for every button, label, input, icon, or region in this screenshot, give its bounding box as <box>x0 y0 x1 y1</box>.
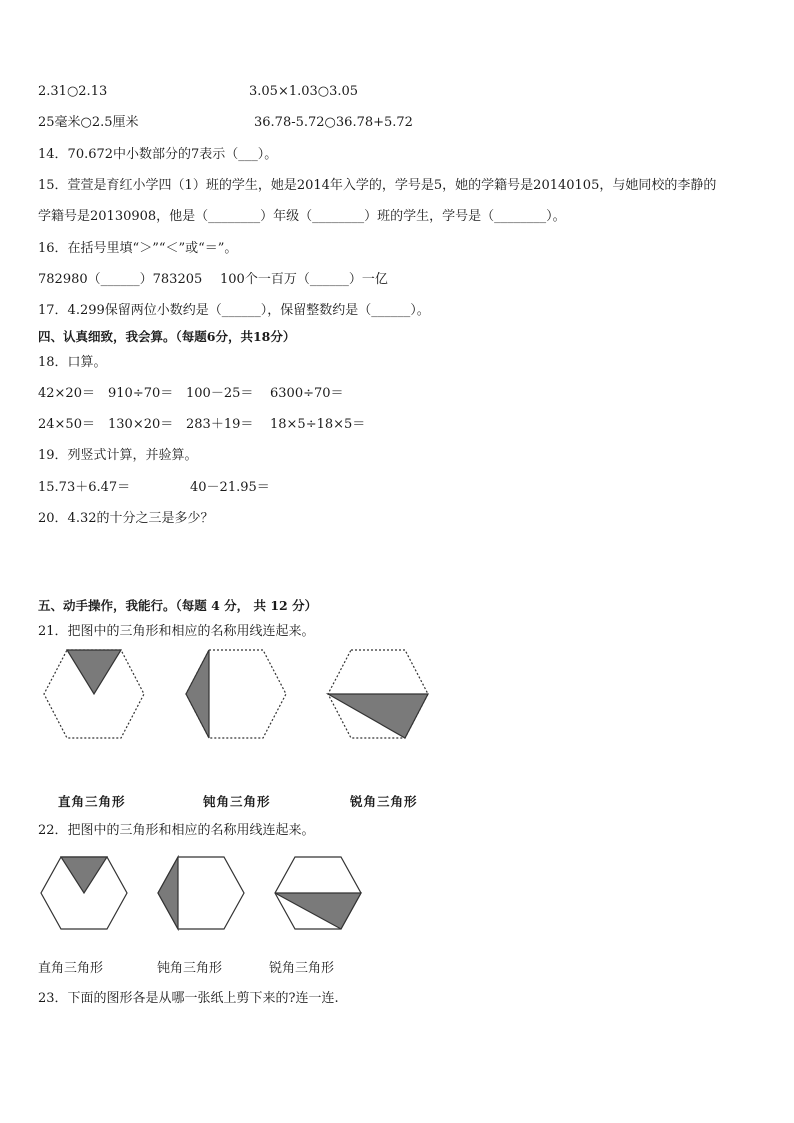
caption-acute-triangle: 锐角三角形 <box>350 794 418 809</box>
hexagon-figure-4 <box>38 855 130 931</box>
question-20: 20．4.32的十分之三是多少？ <box>38 511 214 526</box>
section-4-heading: 四、认真细致，我会算。（每题6分，共18分） <box>38 329 296 344</box>
calc-item: 6300÷70＝ <box>270 386 344 401</box>
calc-item: 100－25＝ <box>186 386 254 401</box>
hexagon-figure-1 <box>40 648 148 740</box>
question-23: 23．下面的图形各是从哪一张纸上剪下来的?连一连. <box>38 991 339 1006</box>
question-22: 22．把图中的三角形和相应的名称用线连起来。 <box>38 823 315 838</box>
calc-item: 910÷70＝ <box>108 386 174 401</box>
calc-item: 24×50＝ <box>38 417 95 432</box>
compare-item: 25毫米○2.5厘米 <box>38 115 139 130</box>
question-21: 21．把图中的三角形和相应的名称用线连起来。 <box>38 624 315 639</box>
calc-item: 283＋19＝ <box>186 417 254 432</box>
hexagon-figure-3 <box>324 648 432 740</box>
question-14: 14．70.672中小数部分的7表示（___）。 <box>38 147 278 162</box>
caption-obtuse-triangle: 钝角三角形 <box>203 794 271 809</box>
hexagon-figure-5 <box>155 855 247 931</box>
hexagon-figure-2 <box>182 648 290 740</box>
question-15-line2: 学籍号是20130908，他是（________）年级（________）班的学生，学号是（________）。 <box>38 209 566 224</box>
question-18: 18．口算。 <box>38 355 107 370</box>
calc-item: 18×5÷18×5＝ <box>270 417 366 432</box>
caption-obtuse-triangle: 钝角三角形 <box>157 961 223 976</box>
question-16-item: 782980（______）783205 <box>38 272 203 287</box>
calc-item: 42×20＝ <box>38 386 95 401</box>
calc-item: 130×20＝ <box>108 417 174 432</box>
compare-item: 3.05×1.03○3.05 <box>249 84 359 99</box>
caption-right-triangle: 直角三角形 <box>58 794 126 809</box>
compare-item: 36.78-5.72○36.78+5.72 <box>254 115 413 130</box>
section-5-heading: 五、动手操作，我能行。（每题 4 分， 共 12 分） <box>38 598 318 613</box>
calc-item: 40－21.95＝ <box>190 480 270 495</box>
caption-right-triangle: 直角三角形 <box>38 961 104 976</box>
calc-item: 15.73＋6.47＝ <box>38 480 131 495</box>
question-16: 16．在括号里填“＞”“＜”或“＝”。 <box>38 241 238 256</box>
question-19: 19．列竖式计算，并验算。 <box>38 448 198 463</box>
hexagon-figure-6 <box>272 855 364 931</box>
question-15-line1: 15．萱萱是育红小学四（1）班的学生，她是2014年入学的，学号是5，她的学籍号是20140105，与她同校的李静的 <box>38 178 717 193</box>
caption-acute-triangle: 锐角三角形 <box>269 961 335 976</box>
question-16-item: 100个一百万（______）一亿 <box>220 272 388 287</box>
question-17: 17．4.299保留两位小数约是（______），保留整数约是（______）。 <box>38 303 430 318</box>
compare-item: 2.31○2.13 <box>38 84 108 99</box>
